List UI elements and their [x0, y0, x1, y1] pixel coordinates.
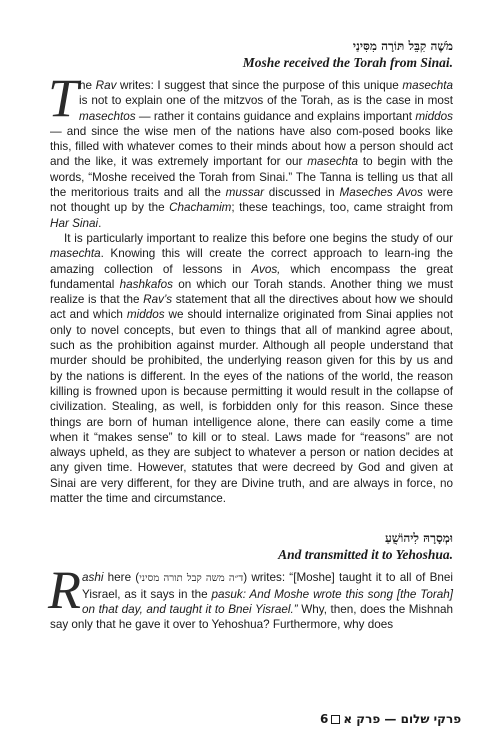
- text-run: on which our Torah stands. Another thing we must realize is that the: [50, 277, 454, 307]
- italic-text-run: Rav’s: [143, 293, 173, 307]
- text-run: we should internalize originated from Sinai applies not only to novel concepts, but even to things that all of mankind agree about, such as the prohibition against murder. Although all people understand that murder should be prohibited, the underlying reason given for this by us and by the nations is different. In the eyes of the nations of the world, the reason killing is frowned upon is because permitting it would result in the collapse of civilization. Stealing, as well, is forbidden only for this reason. Since these things are born of human intelligence alone, there can easily come a time when it “makes sense” to kill or to steal. Laws made for “reasons” are not always upheld, as they are subject to whatever a person or nation decides at any given time. However, statutes that were decreed by God and given at Sinai are very different, for they are Divine truth, and are always in force, no matter the time and circumstance.: [50, 308, 453, 506]
- section1-p1-text: [48, 68, 453, 230]
- text-run: is not to explain one of the mitzvos of the Torah, as is the case in most: [79, 94, 453, 108]
- section2-p1-text: [48, 560, 454, 632]
- page-content: [50, 38, 453, 633]
- italic-text-run: masechta: [50, 247, 101, 261]
- italic-text-run: ashi: [82, 571, 104, 585]
- italic-text-run: mussar: [225, 186, 264, 200]
- italic-text-run: masechtos: [79, 109, 136, 123]
- italic-text-run: Chachamim: [169, 201, 232, 215]
- text-run: ) writes: “[Moshe] taught it to all of Bnei Yisrael, as it says in the: [82, 571, 454, 601]
- italic-text-run: middos: [126, 308, 165, 322]
- text-run: writes: I suggest that since the purpose of this unique: [116, 79, 403, 92]
- text-run: he: [79, 79, 96, 92]
- page-footer: [320, 711, 462, 727]
- section1-english-heading: Moshe received the Torah from Sinai.: [242, 55, 453, 70]
- section2-hebrew-heading: וּמְסָרָהּ לִיהוֹשֻׁעַ: [384, 531, 453, 546]
- italic-text-run: hashkafos: [119, 277, 173, 291]
- text-run: .: [98, 216, 102, 230]
- running-title: פרקי שלום — פרק א: [343, 712, 462, 726]
- italic-text-run: pasuk: And Moshe wrote this song [the Torah] on that day, and taught it to Bnei Yisrael.”: [82, 587, 453, 616]
- section1-paragraph-1: [48, 68, 453, 231]
- italic-text-run: Maseches Avos: [339, 186, 423, 200]
- drop-cap-t: T: [48, 68, 79, 128]
- italic-text-run: masechta: [307, 155, 358, 169]
- italic-text-run: Har Sinai: [50, 216, 99, 230]
- italic-text-run: Avos,: [251, 262, 281, 276]
- text-run: . Knowing this will create the correct approach to learn-ing the amazing collection of lessons in: [50, 247, 453, 276]
- section2-english-heading: And transmitted it to Yehoshua.: [278, 547, 453, 563]
- italic-text-run: Rav: [95, 79, 117, 92]
- text-run: — and since the wise men of the nations have also com-posed books like this, filled with whatever comes to their minds about how a person should act and the like, it was extremely important for our: [50, 124, 453, 169]
- text-run: Why, then, does the Mishnah say only that he gave it over to Yehoshua? Furthermore, why does: [50, 602, 453, 632]
- text-run: discussed in: [263, 186, 340, 200]
- hebrew-text-run: ד״ה משה קבל תורה מסיני: [139, 573, 244, 585]
- section1-hebrew-heading: מֹשֶׁה קִבֵּל תּוֹרָה מִסִּינַי: [352, 39, 453, 53]
- text-run: — rather it contains guidance and explains important: [135, 109, 416, 123]
- drop-cap-r: R: [48, 560, 81, 621]
- section1-paragraph-2: [50, 231, 453, 506]
- text-run: ; these teachings, too, came straight from: [231, 201, 453, 215]
- text-run: which encompass the great fundamental: [50, 262, 453, 291]
- italic-text-run: masechta: [402, 79, 453, 92]
- page-number: 6: [320, 712, 329, 726]
- text-run: to begin with the words, “Moshe received the Torah from Sinai.” The Tanna is telling us that all the meritorious traits and all the: [50, 155, 453, 200]
- text-run: statement that all the directives about how we should act and which: [50, 293, 453, 322]
- section2-paragraph-1: [48, 560, 454, 632]
- italic-text-run: middos: [415, 109, 453, 123]
- text-run: here (: [103, 571, 140, 585]
- text-run: It is particularly important to realize this before one begins the study of our: [64, 231, 453, 245]
- box-ornament-icon: [331, 715, 340, 724]
- text-run: were not thought up by the: [50, 186, 453, 215]
